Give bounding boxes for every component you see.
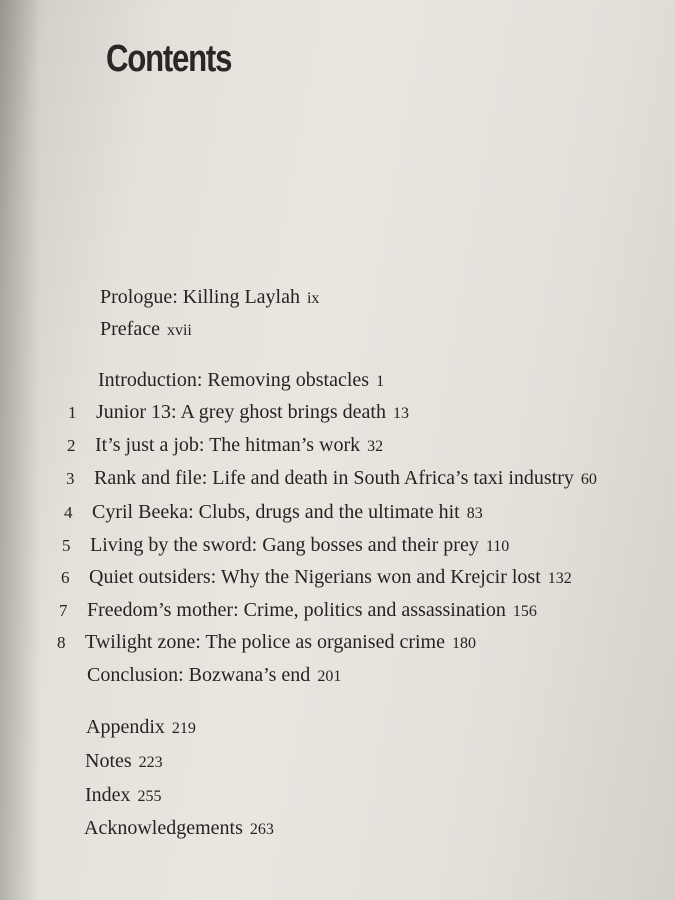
entry-title: Quiet outsiders: Why the Nigerians won and Krejcir lost xyxy=(89,566,541,588)
entry-title: Preface xyxy=(100,318,160,340)
entry-title: Living by the sword: Gang bosses and their prey xyxy=(90,534,479,556)
entry-page: 13 xyxy=(392,405,409,422)
entry-page: 132 xyxy=(547,570,572,587)
entry-title: It’s just a job: The hitman’s work xyxy=(95,434,361,456)
entry-page: 180 xyxy=(451,635,476,652)
entry-title: Appendix xyxy=(86,716,165,738)
toc-entry-prologue xyxy=(100,287,319,307)
toc-entry-chapter-4 xyxy=(64,502,483,522)
entry-page: 201 xyxy=(317,668,342,685)
toc-entry-index xyxy=(85,785,162,805)
entry-page: 1 xyxy=(376,373,385,390)
entry-title: Rank and file: Life and death in South Africa’s taxi industry xyxy=(94,467,574,489)
toc-entry-acknowledgements xyxy=(84,818,274,838)
entry-title: Introduction: Removing obstacles xyxy=(98,369,370,391)
toc-entry-chapter-7 xyxy=(59,600,537,620)
toc-entry-chapter-5 xyxy=(62,535,509,555)
toc-entry-chapter-1 xyxy=(68,402,409,422)
entry-title: Junior 13: A grey ghost brings death xyxy=(96,401,386,423)
toc-entry-conclusion xyxy=(87,665,341,685)
toc-entry-chapter-2 xyxy=(67,435,383,455)
chapter-number: 4 xyxy=(64,503,73,522)
entry-title: Prologue: Killing Laylah xyxy=(100,286,300,308)
entry-title: Acknowledgements xyxy=(84,817,243,839)
chapter-number: 8 xyxy=(57,633,66,652)
entry-page: 223 xyxy=(138,754,163,771)
page-edge-shadow xyxy=(0,0,40,900)
page-title: Contents xyxy=(106,38,232,80)
chapter-number: 5 xyxy=(62,536,71,555)
entry-page: 255 xyxy=(137,788,162,805)
entry-page: 32 xyxy=(367,438,384,455)
entry-page: 263 xyxy=(249,821,274,838)
toc-entry-notes xyxy=(85,751,163,771)
entry-page: 83 xyxy=(466,505,483,522)
chapter-number: 2 xyxy=(67,436,76,455)
entry-title: Twilight zone: The police as organised crime xyxy=(85,631,445,653)
chapter-number: 7 xyxy=(59,601,68,620)
entry-page: 60 xyxy=(580,471,597,488)
entry-title: Conclusion: Bozwana’s end xyxy=(87,664,311,686)
entry-page: xvii xyxy=(166,322,192,339)
entry-page: 156 xyxy=(512,603,537,620)
toc-entry-introduction xyxy=(98,370,384,390)
toc-entry-chapter-6 xyxy=(61,567,572,587)
toc-entry-chapter-8 xyxy=(57,632,476,652)
entry-title: Index xyxy=(85,784,131,806)
toc-entry-preface xyxy=(100,319,192,339)
entry-title: Cyril Beeka: Clubs, drugs and the ultimate hit xyxy=(92,501,460,523)
entry-page: ix xyxy=(306,290,320,307)
chapter-number: 1 xyxy=(68,403,77,422)
chapter-number: 3 xyxy=(66,469,75,488)
chapter-number: 6 xyxy=(61,568,70,587)
entry-page: 110 xyxy=(485,538,510,555)
entry-title: Notes xyxy=(85,750,132,772)
toc-entry-chapter-3 xyxy=(66,468,597,488)
entry-page: 219 xyxy=(171,720,196,737)
entry-title: Freedom’s mother: Crime, politics and assassination xyxy=(87,599,506,621)
toc-entry-appendix xyxy=(86,717,196,737)
